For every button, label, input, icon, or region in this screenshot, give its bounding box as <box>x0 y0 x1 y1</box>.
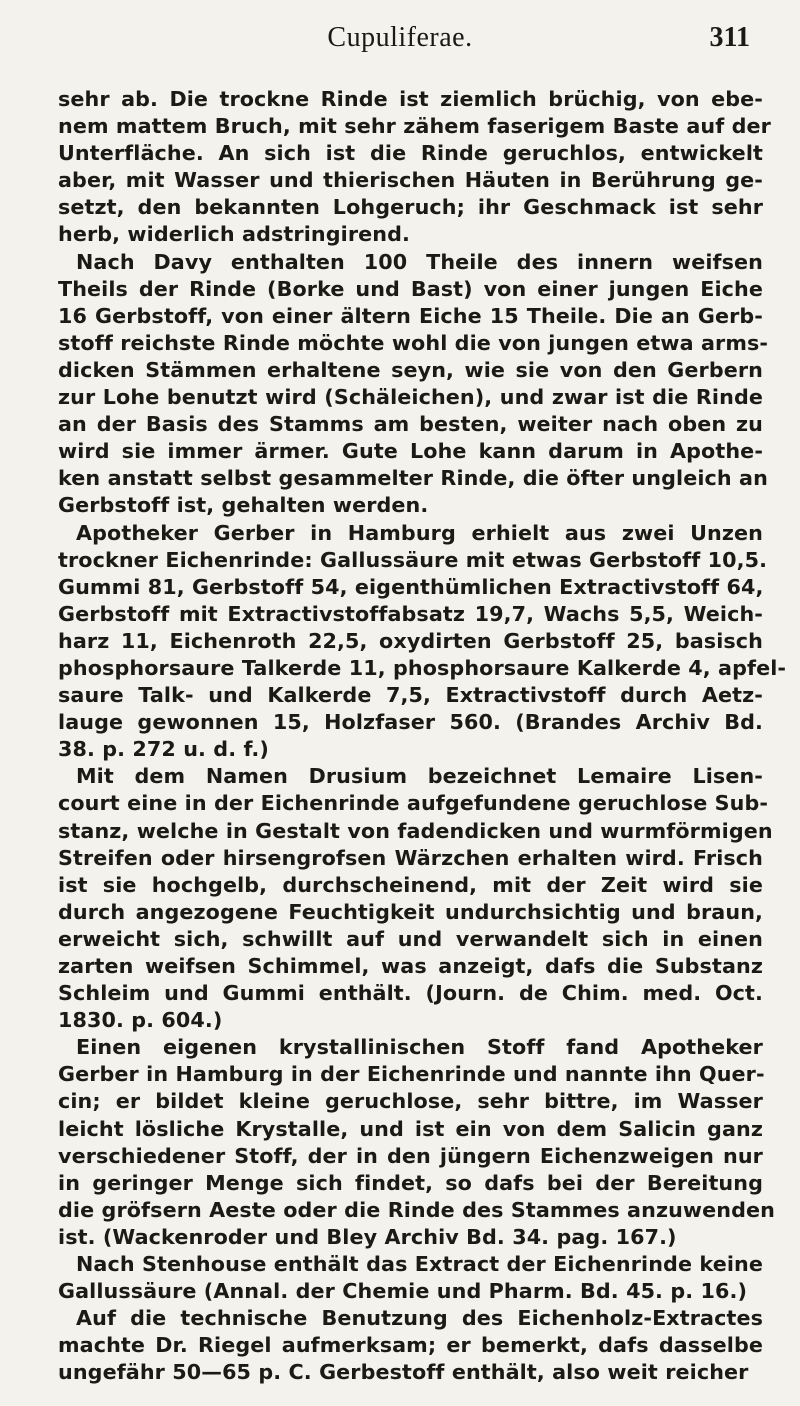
text-line: herb, widerlich adstringirend. <box>58 222 410 247</box>
text-line: ken anstatt selbst gesammelter Rinde, die öfter ungleich an <box>58 466 768 491</box>
text-line: Unterfläche. An sich ist die Rinde geruchlos, entwickelt <box>58 141 763 166</box>
text-line: Theils der Rinde (Borke und Bast) von einer jungen Eiche <box>58 276 763 301</box>
text-line: ist. (Wackenroder und Bley Archiv Bd. 34. pag. 167.) <box>58 1224 677 1249</box>
text-line: lauge gewonnen 15, Holzfaser 560. (Brandes Archiv Bd. <box>58 710 763 735</box>
text-line: wird sie immer ärmer. Gute Lohe kann darum in Apothe- <box>58 439 763 464</box>
text-line: saure Talk- und Kalkerde 7,5, Extractivstoff durch Aetz- <box>58 683 763 708</box>
text-line: 16 Gerbstoff, von einer ältern Eiche 15 Theile. Die an Gerb- <box>58 303 763 328</box>
text-line: Mit dem Namen Drusium bezeichnet Lemaire Lisen- <box>76 764 763 789</box>
text-line: nem mattem Bruch, mit sehr zähem faserigem Baste auf der <box>58 114 771 139</box>
text-line: stanz, welche in Gestalt von fadendicken und wurmförmigen <box>58 818 773 843</box>
text-line: Schleim und Gummi enthält. (Journ. de Chim. med. Oct. <box>58 981 763 1006</box>
text-line: zarten weifsen Schimmel, was anzeigt, dafs die Substanz <box>58 954 763 978</box>
text-line: an der Basis des Stamms am besten, weiter nach oben zu <box>58 412 763 437</box>
text-line: Gallussäure (Annal. der Chemie und Pharm. Bd. 45. p. 16.) <box>58 1279 747 1304</box>
text-line: 1830. p. 604.) <box>58 1008 223 1033</box>
page-header <box>0 22 800 62</box>
text-line: Apotheker Gerber in Hamburg erhielt aus zwei Unzen <box>76 520 763 545</box>
text-line: die gröfsern Aeste oder die Rinde des Stammes anzuwenden <box>58 1197 775 1222</box>
text-line: Auf die technische Benutzung des Eichenholz-Extractes <box>76 1306 763 1331</box>
text-line: ist sie hochgelb, durchscheinend, mit der Zeit wird sie <box>58 872 763 897</box>
text-line: stoff reichste Rinde möchte wohl die von jungen etwa arms- <box>58 330 769 355</box>
text-line: sehr ab. Die trockne Rinde ist ziemlich brüchig, von ebe- <box>58 87 763 111</box>
text-line: Gerber in Hamburg in der Eichenrinde und nannte ihn Quer- <box>58 1062 765 1087</box>
running-title: Cupuliferae. <box>327 22 473 53</box>
text-line: machte Dr. Riegel aufmerksam; er bemerkt, dafs dasselbe <box>58 1333 763 1358</box>
text-line: Gerbstoff mit Extractivstoffabsatz 19,7, Wachs 5,5, Weich- <box>58 601 763 626</box>
text-line: Einen eigenen krystallinischen Stoff fand Apotheker <box>76 1035 763 1060</box>
text-line: in geringer Menge sich findet, so dafs bei der Bereitung <box>58 1170 763 1195</box>
text-line: Nach Davy enthalten 100 Theile des innern weifsen <box>76 249 763 274</box>
text-line: verschiedener Stoff, der in den jüngern Eichenzweigen nur <box>58 1143 763 1168</box>
text-line: court eine in der Eichenrinde aufgefundene geruchlose Sub- <box>58 791 769 816</box>
text-line: durch angezogene Feuchtigkeit undurchsichtig und braun, <box>58 899 763 924</box>
page-number: 311 <box>709 22 750 53</box>
text-line: cin; er bildet kleine geruchlose, sehr bittre, im Wasser <box>58 1089 763 1114</box>
text-line: leicht lösliche Krystalle, und ist ein von dem Salicin ganz <box>58 1116 763 1141</box>
text-line: erweicht sich, schwillt auf und verwandelt sich in einen <box>58 926 763 951</box>
text-line: phosphorsaure Talkerde 11, phosphorsaure Kalkerde 4, apfel- <box>58 655 787 680</box>
text-line: trockner Eichenrinde: Gallussäure mit etwas Gerbstoff 10,5. <box>58 547 768 572</box>
body-text <box>58 86 787 1387</box>
text-line: ungefähr 50—65 p. C. Gerbestoff enthält, also weit reicher <box>58 1360 749 1385</box>
text-line: Gerbstoff ist, gehalten werden. <box>58 493 429 518</box>
text-line: Streifen oder hirsengrofsen Wärzchen erhalten wird. Frisch <box>58 845 763 870</box>
text-line: zur Lohe benutzt wird (Schäleichen), und zwar ist die Rinde <box>58 385 763 410</box>
text-line: Gummi 81, Gerbstoff 54, eigenthümlichen Extractivstoff 64, <box>58 574 764 599</box>
text-line: harz 11, Eichenroth 22,5, oxydirten Gerbstoff 25, basisch <box>58 628 763 653</box>
text-line: 38. p. 272 u. d. f.) <box>58 737 269 762</box>
text-line: dicken Stämmen erhaltene seyn, wie sie von den Gerbern <box>58 357 763 382</box>
text-line: setzt, den bekannten Lohgeruch; ihr Geschmack ist sehr <box>58 195 763 220</box>
text-line: Nach Stenhouse enthält das Extract der Eichenrinde keine <box>76 1252 763 1277</box>
text-line: aber, mit Wasser und thierischen Häuten in Berührung ge- <box>58 168 763 193</box>
